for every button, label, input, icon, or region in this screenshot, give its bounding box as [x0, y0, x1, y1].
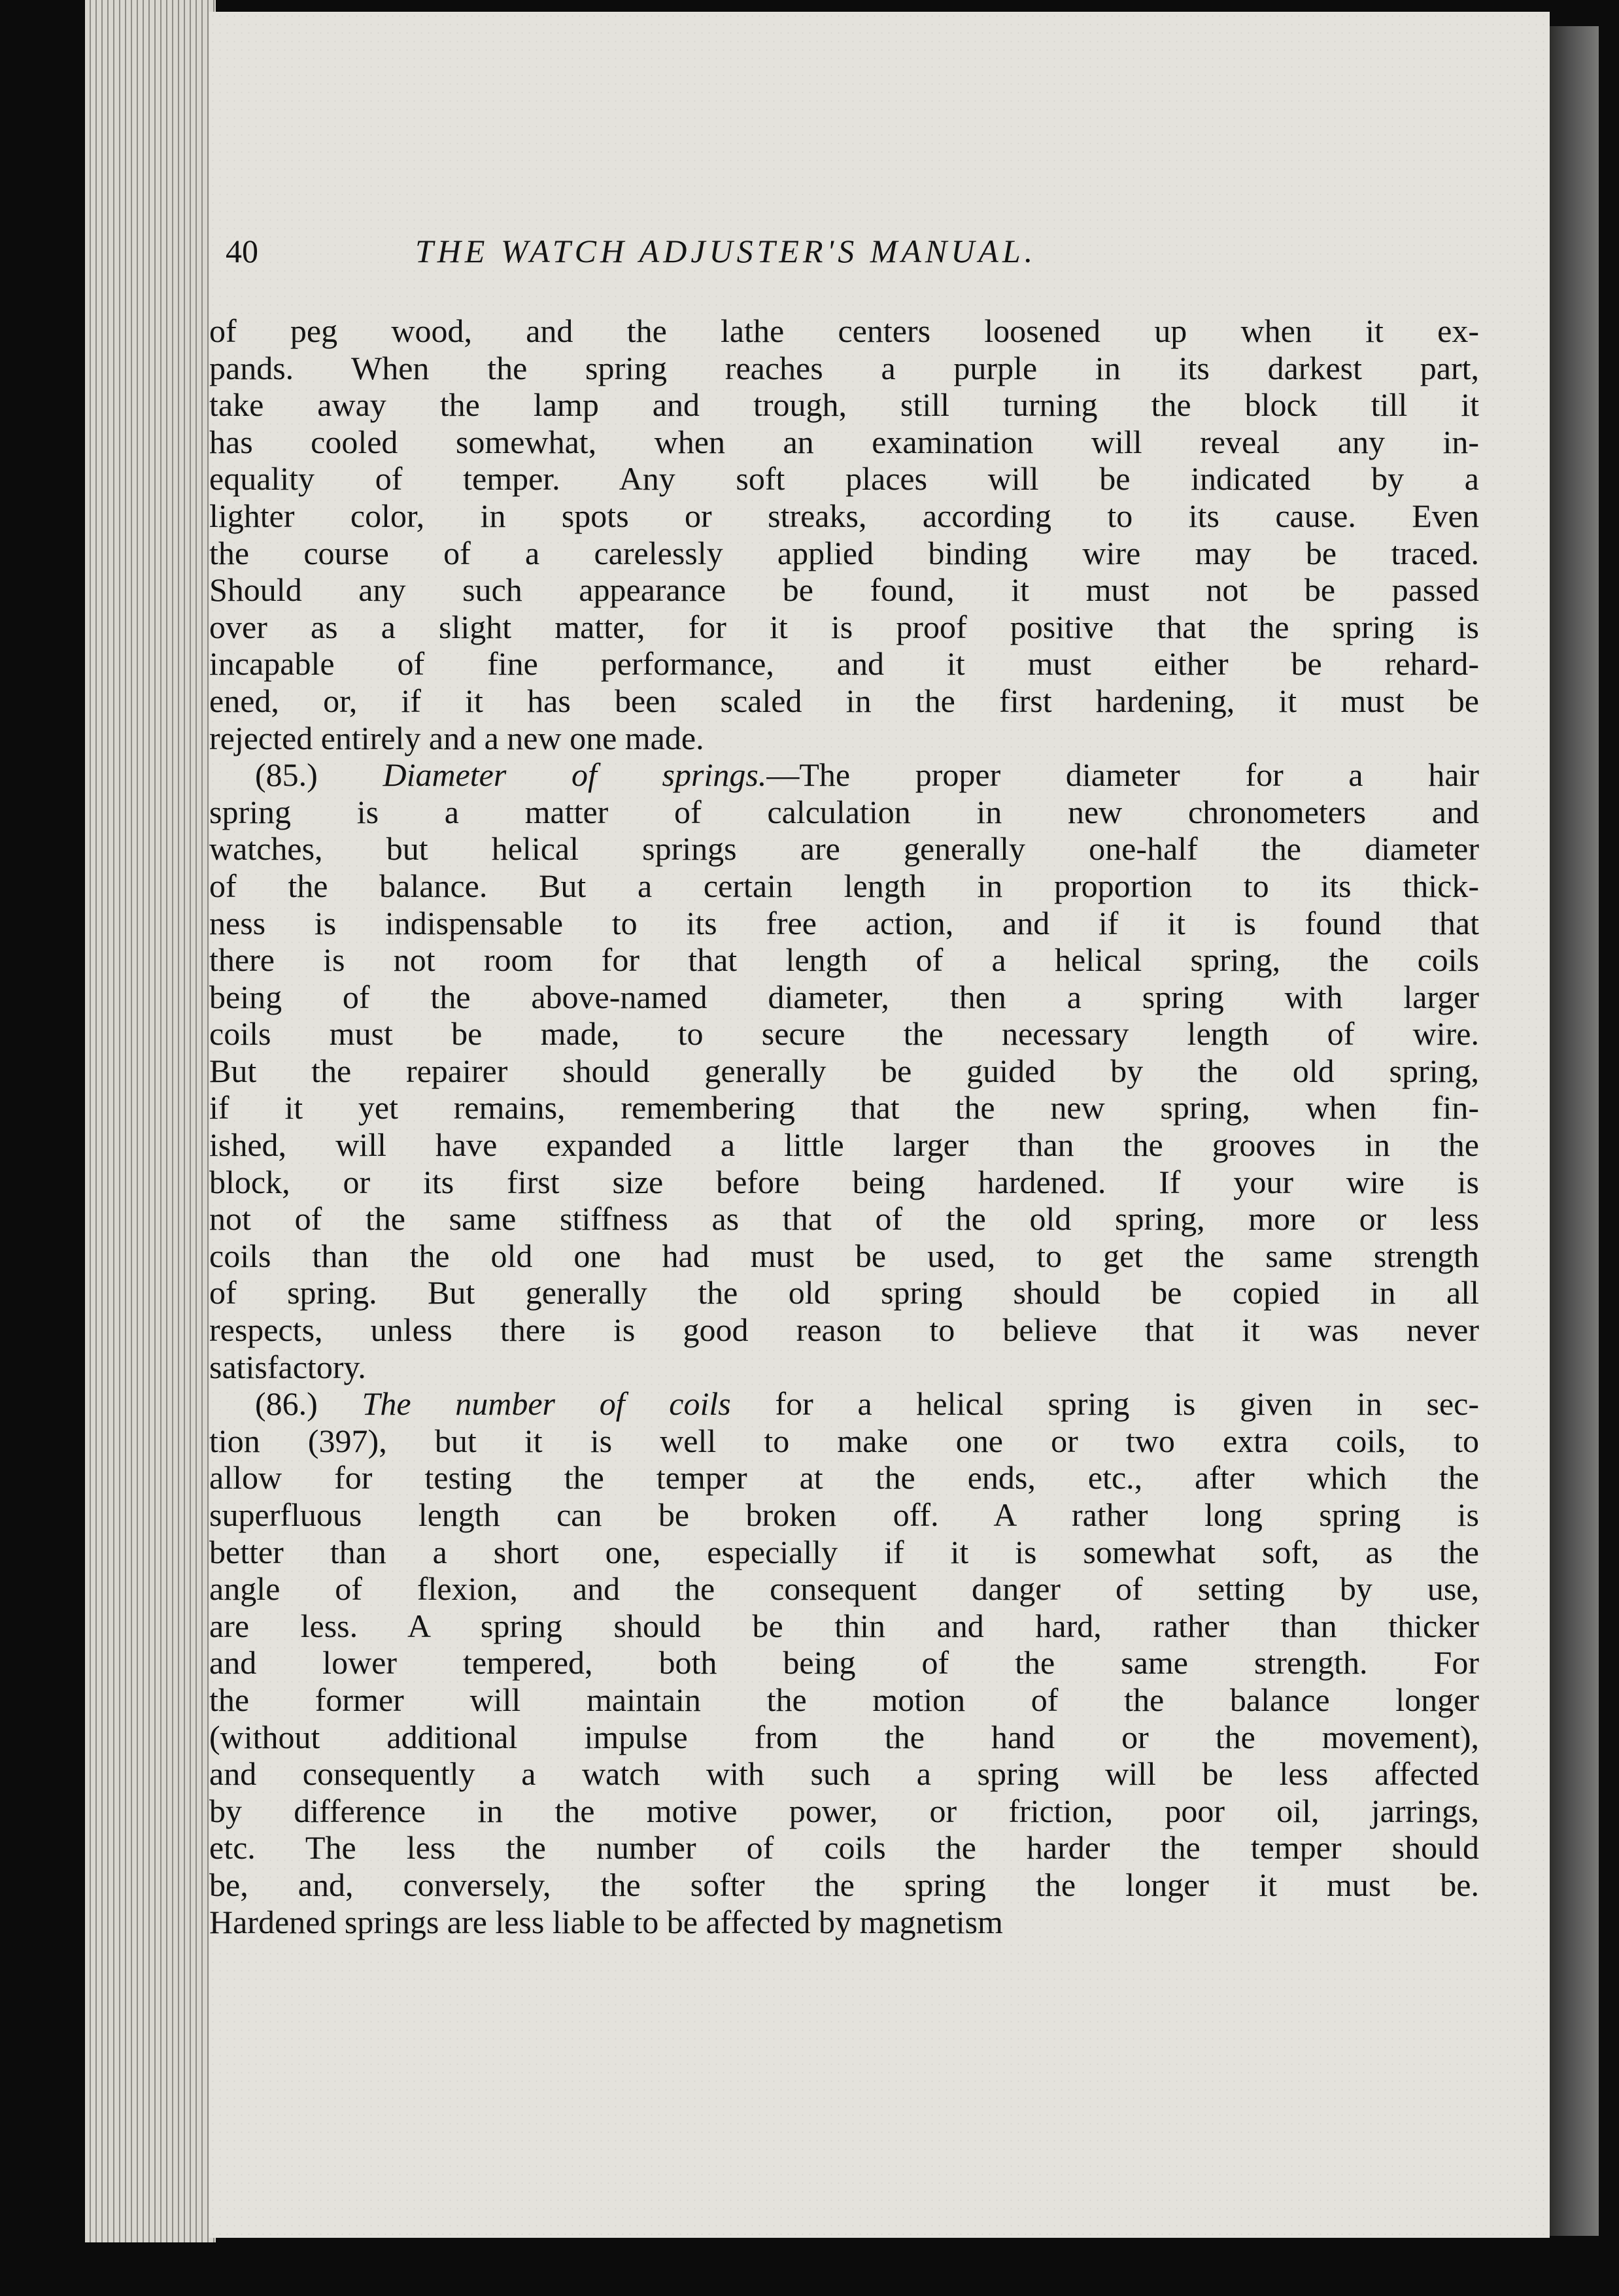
text-line: if it yet remains, remembering that the new spring, when fin-	[209, 1089, 1479, 1126]
text-line: angle of flexion, and the consequent danger of setting by use,	[209, 1570, 1479, 1608]
text-line: ened, or, if it has been scaled in the first hardening, it must be	[209, 682, 1479, 719]
paragraph-number: (86.)	[255, 1385, 318, 1423]
text-line: of the balance. But a certain length in proportion to its thick-	[209, 867, 1479, 904]
text-line: tion (397), but it is well to make one or two extra coils, to	[209, 1422, 1479, 1459]
text-line: ness is indispensable to its free action, and if it is found that	[209, 904, 1479, 941]
text-line: not of the same stiffness as that of the old spring, more or less	[209, 1200, 1479, 1238]
text-line: of spring. But generally the old spring should be copied in all	[209, 1274, 1479, 1311]
text-line: being of the above-named diameter, then a spring with larger	[209, 978, 1479, 1015]
text-line: coils must be made, to secure the necessary length of wire.	[209, 1015, 1479, 1053]
text-line: etc. The less the number of coils the harder the temper should	[209, 1829, 1479, 1866]
text-line: block, or its first size before being hardened. If your wire is	[209, 1163, 1479, 1200]
paragraph-86-opening	[209, 1385, 1479, 1423]
text-line: and lower tempered, both being of the same strength. For	[209, 1644, 1479, 1681]
text-line: ished, will have expanded a little larger than the grooves in the	[209, 1126, 1479, 1164]
section-heading: The number of coils	[362, 1385, 731, 1423]
text-line: better than a short one, especially if it is somewhat soft, as the	[209, 1533, 1479, 1570]
page-number: 40	[226, 233, 258, 269]
text-line: superfluous length can be broken off. A rather long spring is	[209, 1496, 1479, 1533]
text-line: Should any such appearance be found, it must not be passed	[209, 571, 1479, 609]
text-line: the course of a carelessly applied binding wire may be traced.	[209, 534, 1479, 571]
text-line: there is not room for that length of a helical spring, the coils	[209, 941, 1479, 979]
running-title: THE WATCH ADJUSTER'S MANUAL.	[415, 233, 1037, 269]
text-line: lighter color, in spots or streaks, according to its cause. Even	[209, 497, 1479, 534]
body-text	[209, 312, 1479, 1940]
text-line: incapable of fine performance, and it must either be rehard-	[209, 645, 1479, 683]
text-line: (without additional impulse from the hand or the movement),	[209, 1718, 1479, 1755]
text-line: spring is a matter of calculation in new chronometers and	[209, 793, 1479, 830]
facing-page-edge	[1550, 26, 1599, 2236]
text-line: by difference in the motive power, or friction, poor oil, jarrings,	[209, 1792, 1479, 1829]
paragraph-number: (85.)	[255, 756, 318, 794]
text-line: coils than the old one had must be used, to get the same strength	[209, 1237, 1479, 1274]
text-line: But the repairer should generally be guided by the old spring,	[209, 1052, 1479, 1089]
text-line: has cooled somewhat, when an examination will reveal any in-	[209, 423, 1479, 460]
text-line: respects, unless there is good reason to believe that it was never	[209, 1311, 1479, 1349]
text-line: take away the lamp and trough, still turning the block till it	[209, 386, 1479, 424]
text-line: watches, but helical springs are generally one-half the diameter	[209, 830, 1479, 868]
paragraph-85-opening	[209, 756, 1479, 794]
text-line: Hardened springs are less liable to be affected by magnetism	[209, 1903, 1003, 1940]
text-line: rejected entirely and a new one made.	[209, 719, 704, 756]
text-line: are less. A spring should be thin and hard, rather than thicker	[209, 1607, 1479, 1644]
text-line: satisfactory.	[209, 1348, 366, 1385]
text-line: equality of temper. Any soft places will be indicated by a	[209, 460, 1479, 498]
paragraph-text: —The proper diameter for a hair	[766, 756, 1479, 794]
paragraph-text: for a helical spring is given in sec-	[730, 1385, 1479, 1423]
book-page-edges	[85, 0, 216, 2242]
text-line: allow for testing the temper at the ends, etc., after which the	[209, 1459, 1479, 1496]
text-line: be, and, conversely, the softer the spring the longer it must be.	[209, 1866, 1479, 1903]
text-line: pands. When the spring reaches a purple in its darkest part,	[209, 349, 1479, 386]
text-line: of peg wood, and the lathe centers loosened up when it ex-	[209, 312, 1479, 349]
text-line: the former will maintain the motion of the balance longer	[209, 1681, 1479, 1718]
text-line: and consequently a watch with such a spring will be less affected	[209, 1755, 1479, 1793]
section-heading: Diameter of springs.	[383, 756, 767, 794]
text-line: over as a slight matter, for it is proof positive that the spring is	[209, 608, 1479, 645]
page-header	[226, 232, 1304, 291]
